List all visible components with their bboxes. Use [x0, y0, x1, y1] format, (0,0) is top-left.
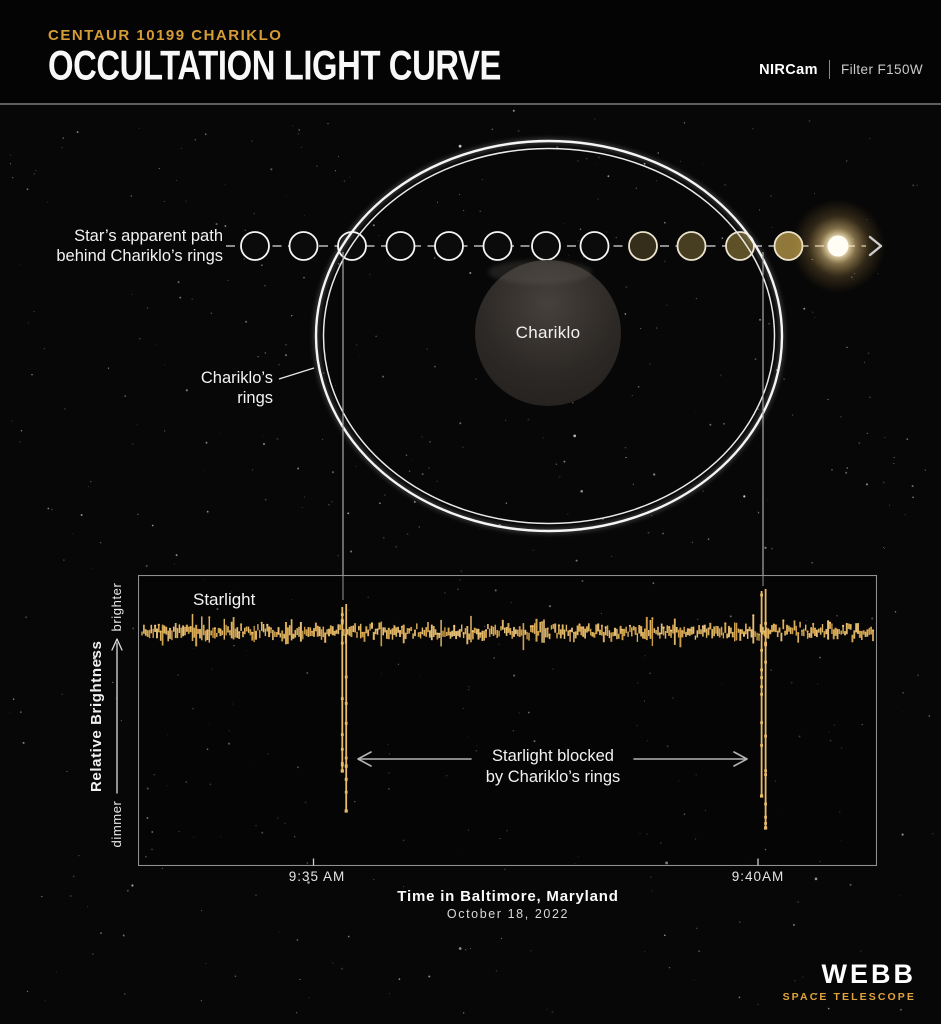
meta-divider — [829, 60, 830, 79]
light-curve-chart — [138, 575, 877, 866]
webb-logo-subtitle: SPACE TELESCOPE — [782, 991, 916, 1003]
x-axis-title: Time in Baltimore, Maryland — [397, 888, 619, 905]
y-axis-brighter-label: brighter — [109, 582, 124, 632]
star-path-label: Star’s apparent path behind Chariklo’s rings — [56, 227, 223, 265]
webb-logo-wordmark: WEBB — [821, 959, 916, 989]
page-title: OCCULTATION LIGHT CURVE — [48, 42, 502, 89]
rings-label-pointer-line — [279, 368, 314, 379]
x-tick-940: 9:40AM — [731, 869, 785, 884]
filter-name: Filter F150W — [840, 62, 923, 77]
brightness-axis-arrow — [112, 639, 122, 793]
occulted-star — [791, 199, 885, 293]
chariklo-label: Chariklo — [515, 323, 581, 342]
instrument-meta — [759, 60, 923, 79]
y-axis-dimmer-label: dimmer — [109, 800, 124, 848]
blocked-annotation: Starlight blocked by Chariklo’s rings — [485, 747, 621, 786]
header-band — [0, 0, 941, 105]
y-axis-title: Relative Brightness — [88, 640, 105, 792]
webb-logo — [783, 961, 916, 1003]
rings-label: Chariklo’s rings — [200, 369, 273, 407]
x-tick-935: 9:35 AM — [288, 869, 346, 884]
x-axis-date: October 18, 2022 — [446, 907, 570, 921]
series-label: Starlight — [193, 590, 256, 609]
instrument-name: NIRCam — [759, 61, 818, 78]
object-name-eyebrow: CENTAUR 10199 CHARIKLO — [48, 27, 283, 44]
